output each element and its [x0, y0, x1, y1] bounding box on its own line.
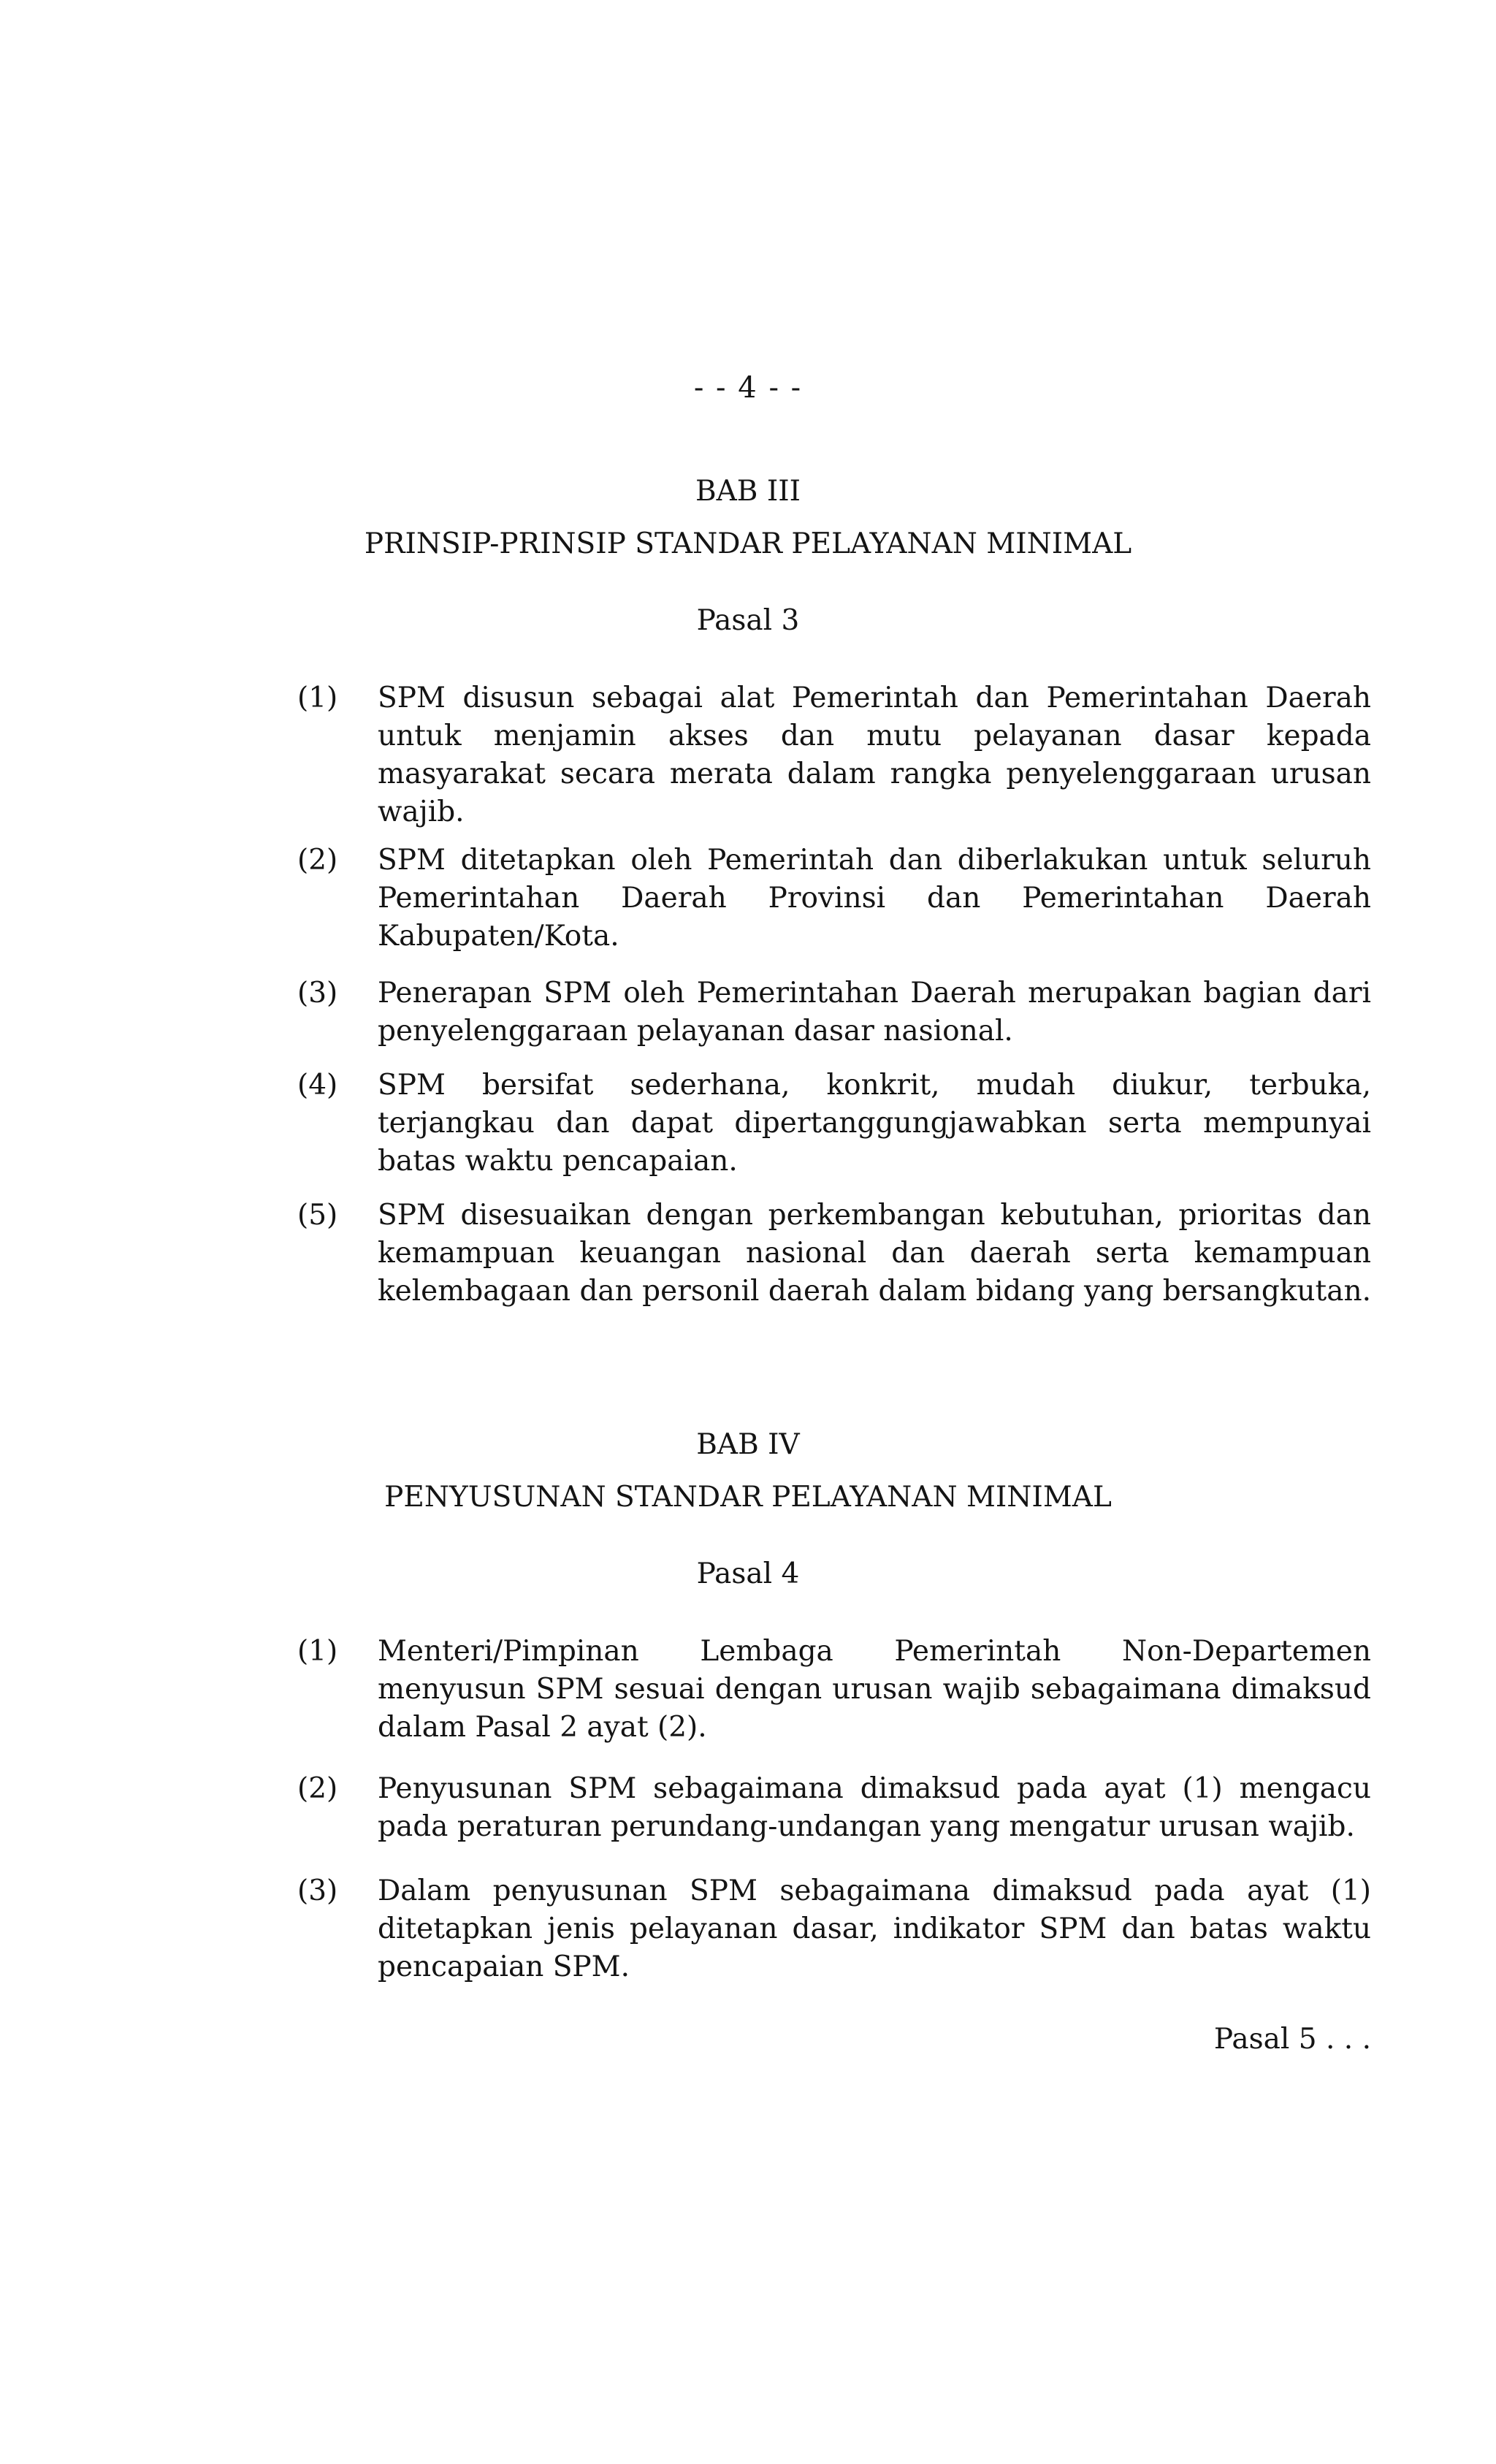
- clause-number: (2): [297, 1772, 338, 1805]
- clause-item: [297, 974, 1371, 1050]
- clause-text: Dalam penyusunan SPM sebagaimana dimaksud pada ayat (1) ditetapkan jenis pelayanan dasar, indikator SPM dan batas waktu pencapaian SPM.: [378, 1874, 1371, 1983]
- clause-number: (2): [297, 844, 338, 877]
- article-3-clauses: [297, 679, 1371, 1311]
- clause-item: [297, 679, 1371, 831]
- chapter-title: PENYUSUNAN STANDAR PELAYANAN MINIMAL: [384, 1481, 1112, 1514]
- article-heading: Pasal 3: [696, 604, 800, 637]
- clause-number: (1): [297, 1635, 338, 1668]
- clause-text: Penerapan SPM oleh Pemerintahan Daerah merupakan bagian dari penyelenggaraan pelayanan dasar nasional.: [378, 977, 1371, 1048]
- chapter-title: PRINSIP-PRINSIP STANDAR PELAYANAN MINIMAL: [364, 527, 1132, 560]
- clause-number: (3): [297, 977, 338, 1010]
- page-number: - - 4 - -: [693, 371, 803, 405]
- article-4-clauses: [297, 1633, 1371, 1986]
- clause-item: [297, 1770, 1371, 1846]
- clause-text: Menteri/Pimpinan Lembaga Pemerintah Non-Departemen menyusun SPM sesuai dengan urusan wajib sebagaimana dimaksud dalam Pasal 2 ayat (2).: [378, 1635, 1371, 1744]
- clause-item: [297, 842, 1371, 956]
- chapter-heading: BAB IV: [696, 1428, 800, 1461]
- clause-text: SPM ditetapkan oleh Pemerintah dan diberlakukan untuk seluruh Pemerintahan Daerah Provinsi dan Pemerintahan Daerah Kabupaten/Kota.: [378, 844, 1371, 953]
- article-heading: Pasal 4: [696, 1557, 800, 1590]
- clause-text: SPM bersifat sederhana, konkrit, mudah diukur, terbuka, terjangkau dan dapat dipertanggungjawabkan serta mempunyai batas waktu pencapaian.: [378, 1069, 1371, 1178]
- clause-item: [297, 1872, 1371, 1986]
- clause-number: (3): [297, 1874, 338, 1907]
- clause-number: (1): [297, 682, 338, 714]
- clause-number: (4): [297, 1069, 338, 1102]
- clause-text: SPM disesuaikan dengan perkembangan kebutuhan, prioritas dan kemampuan keuangan nasional dan daerah serta kemampuan kelembagaan dan personil daerah dalam bidang yang bersangkutan.: [378, 1199, 1371, 1308]
- clause-item: [297, 1633, 1371, 1747]
- clause-text: SPM disusun sebagai alat Pemerintah dan Pemerintahan Daerah untuk menjamin akses dan mutu pelayanan dasar kepada masyarakat secara merata dalam rangka penyelenggaraan urusan wajib.: [378, 682, 1371, 828]
- clause-text: Penyusunan SPM sebagaimana dimaksud pada ayat (1) mengacu pada peraturan perundang-undangan yang mengatur urusan wajib.: [378, 1772, 1371, 1843]
- clause-number: (5): [297, 1199, 338, 1232]
- continuation-catchword: Pasal 5 . . .: [1213, 2023, 1371, 2056]
- clause-item: [297, 1067, 1371, 1180]
- chapter-heading: BAB III: [695, 475, 801, 508]
- clause-item: [297, 1197, 1371, 1311]
